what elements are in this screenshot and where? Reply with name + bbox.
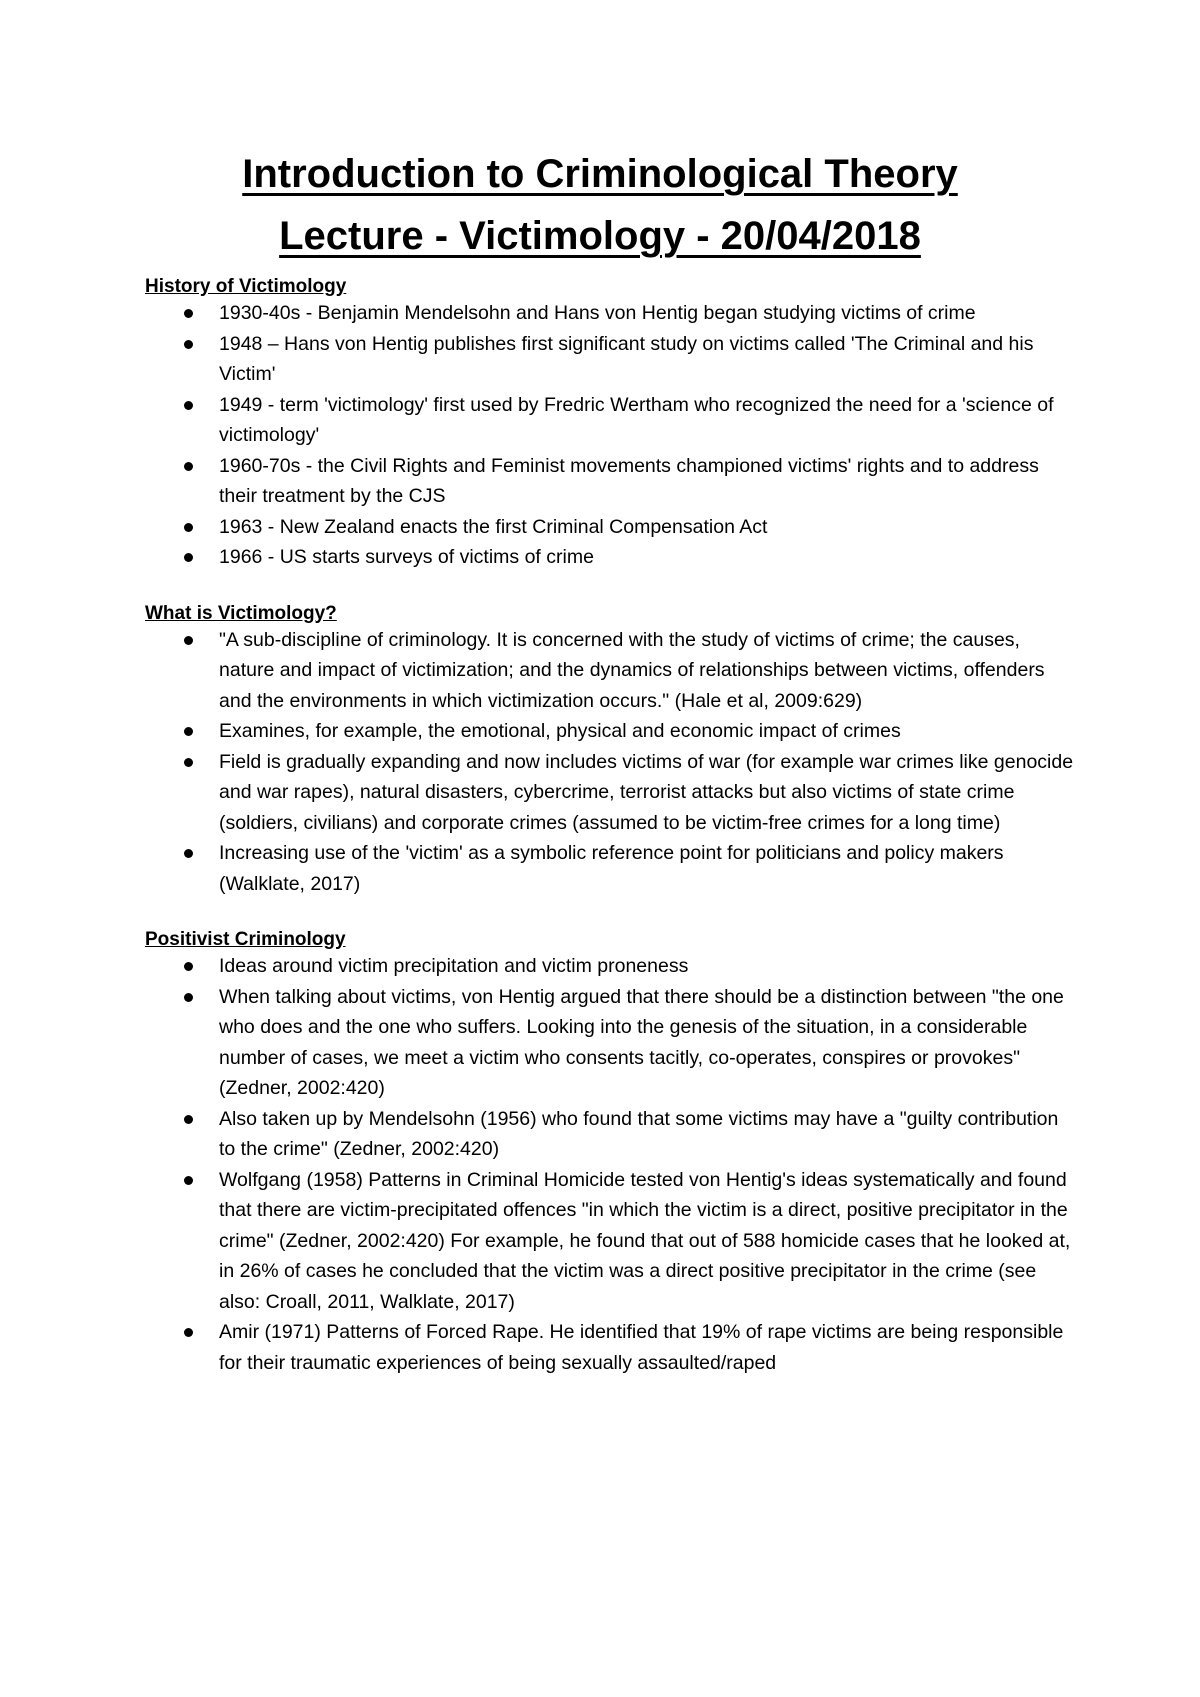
list-item bbox=[145, 542, 1075, 573]
list-item-text: When talking about victims, von Hentig argued that there should be a distinction between "the one who does and the one who suffers. Looking into the genesis of the situation, in a considerable number of cases, we meet a victim who consents tacitly, co-operates, conspires or provokes" (Zedner, 2002:420) bbox=[219, 985, 1064, 1099]
list-item-text: Amir (1971) Patterns of Forced Rape. He identified that 19% of rape victims are being responsible for their traumatic experiences of being sexually assaulted/raped bbox=[219, 1321, 1064, 1374]
bullet-icon bbox=[184, 727, 193, 736]
list-item-text: 1963 - New Zealand enacts the first Criminal Compensation Act bbox=[219, 515, 768, 538]
list-item-text: 1966 - US starts surveys of victims of crime bbox=[219, 546, 594, 568]
bullet-icon bbox=[184, 309, 193, 318]
bullet-icon bbox=[184, 523, 193, 532]
bullet-icon bbox=[184, 849, 193, 858]
list-item-text: Field is gradually expanding and now includes victims of war (for example war crimes like genocide and war rapes), natural disasters, cybercrime, terrorist attacks but also victims of state crime (soldiers, civilians) and corporate crimes (assumed to be victim-free crimes for a long time) bbox=[219, 750, 1074, 834]
bullet-icon bbox=[184, 962, 193, 971]
list-item bbox=[145, 390, 1075, 451]
list-item bbox=[145, 298, 1075, 329]
bullet-icon bbox=[184, 1328, 193, 1337]
list-item-text: Also taken up by Mendelsohn (1956) who found that some victims may have a "guilty contribution to the crime" (Zedner, 2002:420) bbox=[219, 1107, 1059, 1160]
bullet-list bbox=[145, 625, 1075, 900]
list-item bbox=[145, 329, 1075, 390]
bullet-icon bbox=[184, 553, 193, 562]
list-item-text: 1960-70s - the Civil Rights and Feminist movements championed victims' rights and to address their treatment by the CJS bbox=[219, 454, 1039, 507]
document-title-line-1: Introduction to Criminological Theory bbox=[242, 152, 958, 196]
bullet-icon bbox=[184, 401, 193, 410]
list-item bbox=[145, 1317, 1075, 1378]
list-item bbox=[145, 982, 1075, 1104]
bullet-icon bbox=[184, 462, 193, 471]
list-item bbox=[145, 1104, 1075, 1165]
list-item-text: Wolfgang (1958) Patterns in Criminal Homicide tested von Hentig's ideas systematically and found that there are victim-precipitated offences "in which the victim is a direct, positive precipitator in the crime" (Zedner, 2002:420) For example, he found that out of 588 homicide cases that he looked at, in 26% of cases he concluded that the victim was a direct positive precipitator in the crime (see also: Croall, 2011, Walklate, 2017) bbox=[219, 1168, 1071, 1313]
bullet-icon bbox=[184, 993, 193, 1002]
list-item bbox=[145, 747, 1075, 839]
list-item bbox=[145, 951, 1075, 982]
bullet-icon bbox=[184, 1176, 193, 1185]
section-history-of-victimology bbox=[145, 276, 1075, 573]
bullet-icon bbox=[184, 758, 193, 767]
bullet-list bbox=[145, 298, 1075, 573]
section-heading: What is Victimology? bbox=[145, 602, 337, 624]
list-item-text: Examines, for example, the emotional, physical and economic impact of crimes bbox=[219, 720, 901, 742]
list-item bbox=[145, 716, 1075, 747]
list-item-text: 1949 - term 'victimology' first used by Fredric Wertham who recognized the need for a 'science of victimology' bbox=[219, 393, 1054, 446]
list-item bbox=[145, 625, 1075, 717]
section-heading: History of Victimology bbox=[145, 276, 347, 297]
bullet-icon bbox=[184, 636, 193, 645]
document-title-line-2: Lecture - Victimology - 20/04/2018 bbox=[279, 214, 921, 258]
list-item-text: Ideas around victim precipitation and victim proneness bbox=[219, 955, 689, 977]
list-item bbox=[145, 451, 1075, 512]
list-item-text: "A sub-discipline of criminology. It is concerned with the study of victims of crime; the causes, nature and impact of victimization; and the dynamics of relationships between victims, offenders and the environments in which victimization occurs." (Hale et al, 2009:629) bbox=[219, 628, 1045, 712]
list-item-text: Increasing use of the 'victim' as a symbolic reference point for politicians and policy makers (Walklate, 2017) bbox=[219, 842, 1004, 895]
bullet-list bbox=[145, 951, 1075, 1378]
list-item bbox=[145, 838, 1075, 899]
list-item bbox=[145, 512, 1075, 543]
section-positivist-criminology bbox=[145, 929, 1075, 1378]
list-item-text: 1930-40s - Benjamin Mendelsohn and Hans von Hentig began studying victims of crime bbox=[219, 302, 976, 324]
section-what-is-victimology bbox=[145, 603, 1075, 900]
document-body bbox=[145, 276, 1075, 1378]
bullet-icon bbox=[184, 340, 193, 349]
bullet-icon bbox=[184, 1115, 193, 1124]
section-heading: Positivist Criminology bbox=[145, 929, 346, 950]
list-item-text: 1948 – Hans von Hentig publishes first significant study on victims called 'The Criminal and his Victim' bbox=[219, 332, 1034, 385]
list-item bbox=[145, 1165, 1075, 1318]
